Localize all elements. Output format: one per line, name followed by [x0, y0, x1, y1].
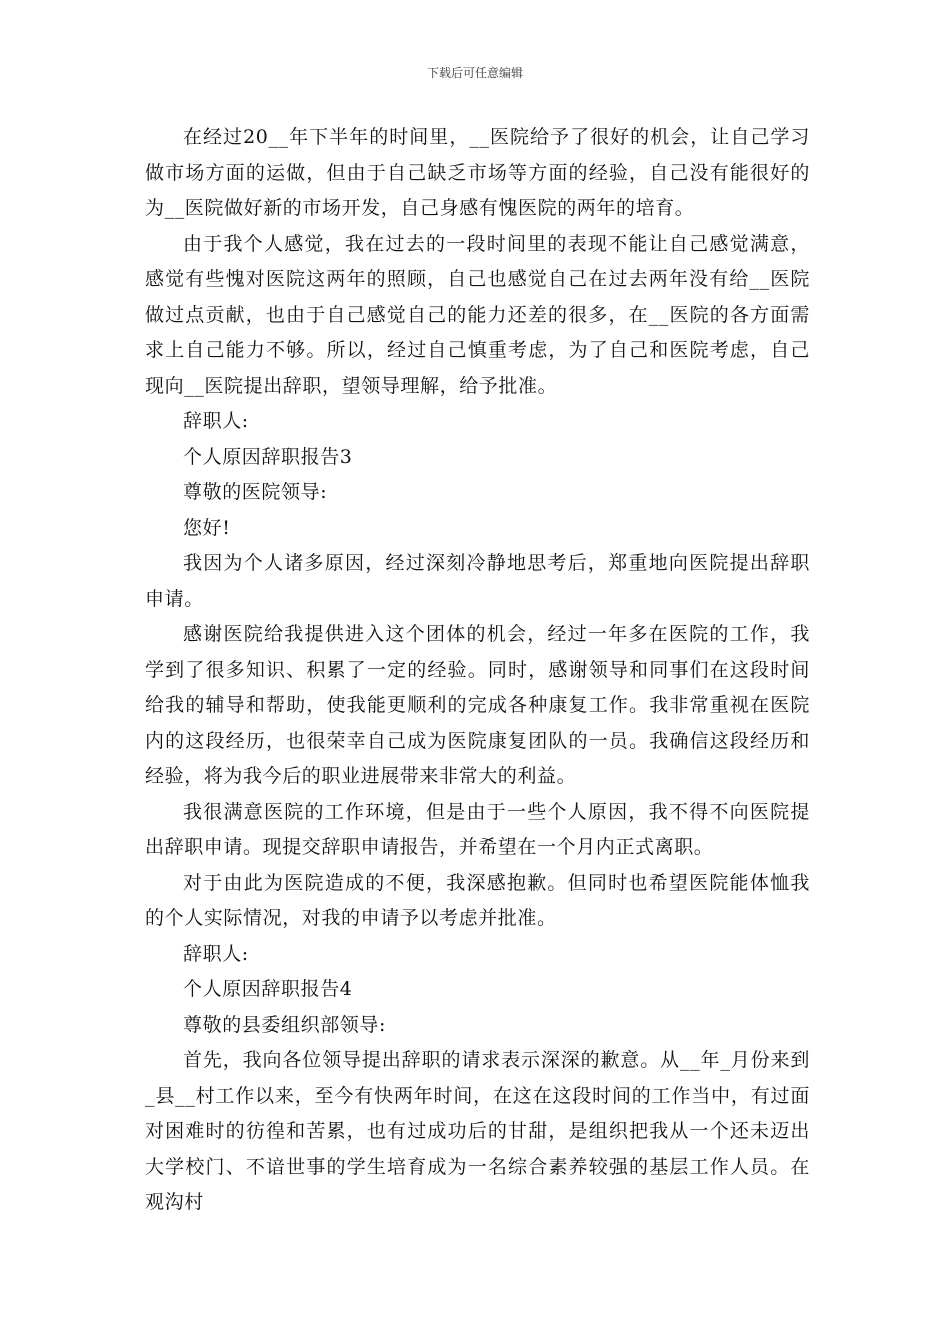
- document-body: [145, 120, 810, 1221]
- paragraph: 由于我个人感觉，我在过去的一段时间里的表现不能让自己感觉满意，感觉有些愧对医院这两年的照顾，自己也感觉自己在过去两年没有给__医院做过点贡献，也由于自己感觉自己的能力还差的很多，在__医院的各方面需求上自己能力不够。所以，经过自己慎重考虑，为了自己和医院考虑，自己现向__医院提出辞职，望领导理解，给予批准。: [145, 232, 810, 397]
- paragraph: 我因为个人诸多原因，经过深刻冷静地思考后，郑重地向医院提出辞职申请。: [145, 552, 810, 610]
- paragraph: 对于由此为医院造成的不便，我深感抱歉。但同时也希望医院能体恤我的个人实际情况，对我的申请予以考虑并批准。: [145, 871, 810, 929]
- paragraph: 在经过20__年下半年的时间里，__医院给予了很好的机会，让自己学习做市场方面的运做，但由于自己缺乏市场等方面的经验，自己没有能很好的为__医院做好新的市场开发，自己身感有愧医院的两年的培育。: [145, 126, 810, 219]
- salutation: 尊敬的医院领导:: [183, 481, 328, 503]
- section-title: 个人原因辞职报告4: [183, 978, 353, 1000]
- greeting: 您好!: [183, 516, 231, 539]
- signature-line: 辞职人:: [183, 942, 249, 965]
- section-title: 个人原因辞职报告3: [183, 445, 353, 468]
- signature-line: 辞职人:: [183, 410, 249, 432]
- paragraph: 感谢医院给我提供进入这个团体的机会，经过一年多在医院的工作，我学到了很多知识、积累了一定的经验。同时，感谢领导和同事们在这段时间给我的辅导和帮助，使我能更顺利的完成各种康复工作。我非常重视在医院内的这段经历，也很荣幸自己成为医院康复团队的一员。我确信这段经历和经验，将为我今后的职业进展带来非常大的利益。: [145, 623, 810, 787]
- paragraph: 我很满意医院的工作环境，但是由于一些个人原因，我不得不向医院提出辞职申请。现提交辞职申请报告，并希望在一个月内正式离职。: [145, 800, 810, 858]
- salutation: 尊敬的县委组织部领导:: [183, 1013, 387, 1036]
- page-header: 下载后可任意编辑: [426, 66, 523, 80]
- paragraph: 首先，我向各位领导提出辞职的请求表示深深的歉意。从__年_月份来到_县__村工作以来，至今有快两年时间，在这在这段时间的工作当中，有过面对困难时的彷徨和苦累，也有过成功后的甘甜，是组织把我从一个还未迈出大学校门、不谙世事的学生培育成为一名综合素养较强的基层工作人员。在观沟村: [145, 1049, 810, 1213]
